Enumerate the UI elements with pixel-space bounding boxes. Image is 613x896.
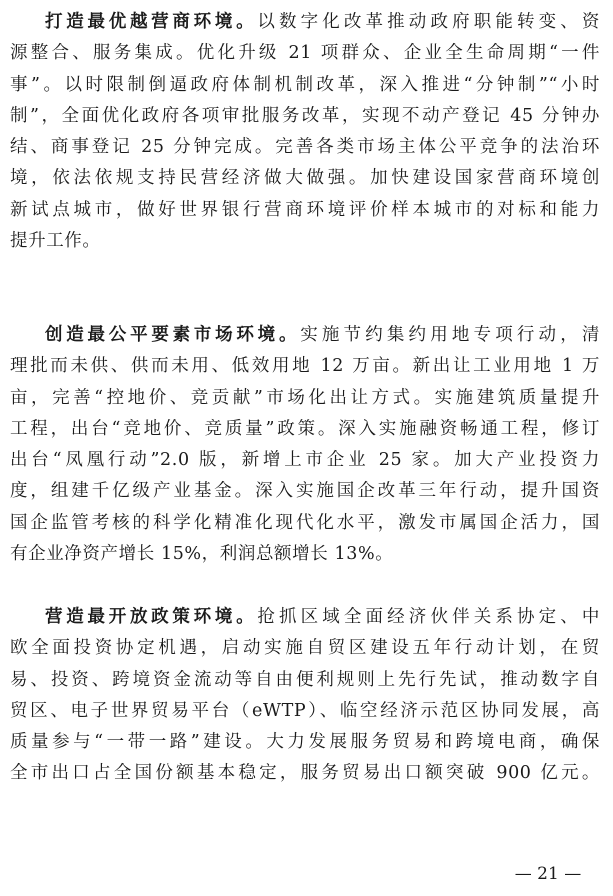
paragraph-line: 理批而未供、供而未用、低效用地 12 万亩。新出让工业用地 1 万 — [10, 356, 600, 377]
paragraph-line: 易、投资、跨境资金流动等自由便利规则上先行先试，推动数字自 — [10, 669, 600, 690]
paragraph-line: 欧全面投资协定机遇，启动实施自贸区建设五年行动计划，在贸 — [10, 638, 600, 659]
line-text: 以数字化改革推动政府职能转变、资 — [257, 12, 600, 32]
paragraph-line: 度，组建千亿级产业基金。深入实施国企改革三年行动，提升国资 — [10, 481, 600, 502]
paragraph-business-environment — [10, 7, 600, 257]
paragraph-line: 全市出口占全国份额基本稳定，服务贸易出口额突破 900 亿元。 — [10, 763, 600, 784]
paragraph-line: 有企业净资产增长 15%，利润总额增长 13%。 — [10, 544, 394, 565]
line-text: 抢抓区域全面经济伙伴关系协定、中 — [257, 607, 600, 627]
page-number: — 21 — — [514, 864, 582, 884]
paragraph-line: 质量参与“一带一路”建设。大力发展服务贸易和跨境电商，确保 — [10, 732, 600, 753]
paragraph-line: 事”。以时限制倒逼政府体制机制改革，深入推进“分钟制”“小时 — [10, 74, 600, 95]
paragraph-line — [10, 320, 600, 351]
paragraph-line: 贸区、电子世界贸易平台（eWTP）、临空经济示范区协同发展，高 — [10, 700, 600, 721]
paragraph-line: 出台“凤凰行动”2.0 版，新增上市企业 25 家。加大产业投资力 — [10, 450, 600, 471]
paragraph-line: 国企监管考核的科学化精准化现代化水平，激发市属国企活力，国 — [10, 512, 600, 533]
paragraph-line: 新试点城市，做好世界银行营商环境评价样本城市的对标和能力 — [10, 199, 600, 220]
paragraph-line: 工程，出台“竞地价、竞质量”政策。深入实施融资畅通工程，修订 — [10, 418, 600, 439]
paragraph-line — [10, 7, 600, 38]
paragraph-line — [10, 602, 600, 633]
paragraph-open-policy — [10, 602, 600, 790]
paragraph-line: 提升工作。 — [10, 231, 101, 252]
paragraph-line: 亩，完善“控地价、竞贡献”市场化出让方式。实施建筑质量提升 — [10, 387, 600, 408]
section-heading: 营造最开放政策环境。 — [45, 607, 258, 627]
paragraph-line: 制”，全面优化政府各项审批服务改革，实现不动产登记 45 分钟办 — [10, 105, 600, 126]
paragraph-factor-market — [10, 320, 600, 570]
paragraph-line: 结、商事登记 25 分钟完成。完善各类市场主体公平竞争的法治环 — [10, 137, 600, 158]
paragraph-line: 境，依法依规支持民营经济做大做强。加快建设国家营商环境创 — [10, 168, 600, 189]
section-heading: 创造最公平要素市场环境。 — [45, 325, 301, 345]
paragraph-line: 源整合、服务集成。优化升级 21 项群众、企业全生命周期“一件 — [10, 43, 600, 64]
section-heading: 打造最优越营商环境。 — [45, 12, 258, 32]
line-text: 实施节约集约用地专项行动，清 — [300, 325, 600, 345]
